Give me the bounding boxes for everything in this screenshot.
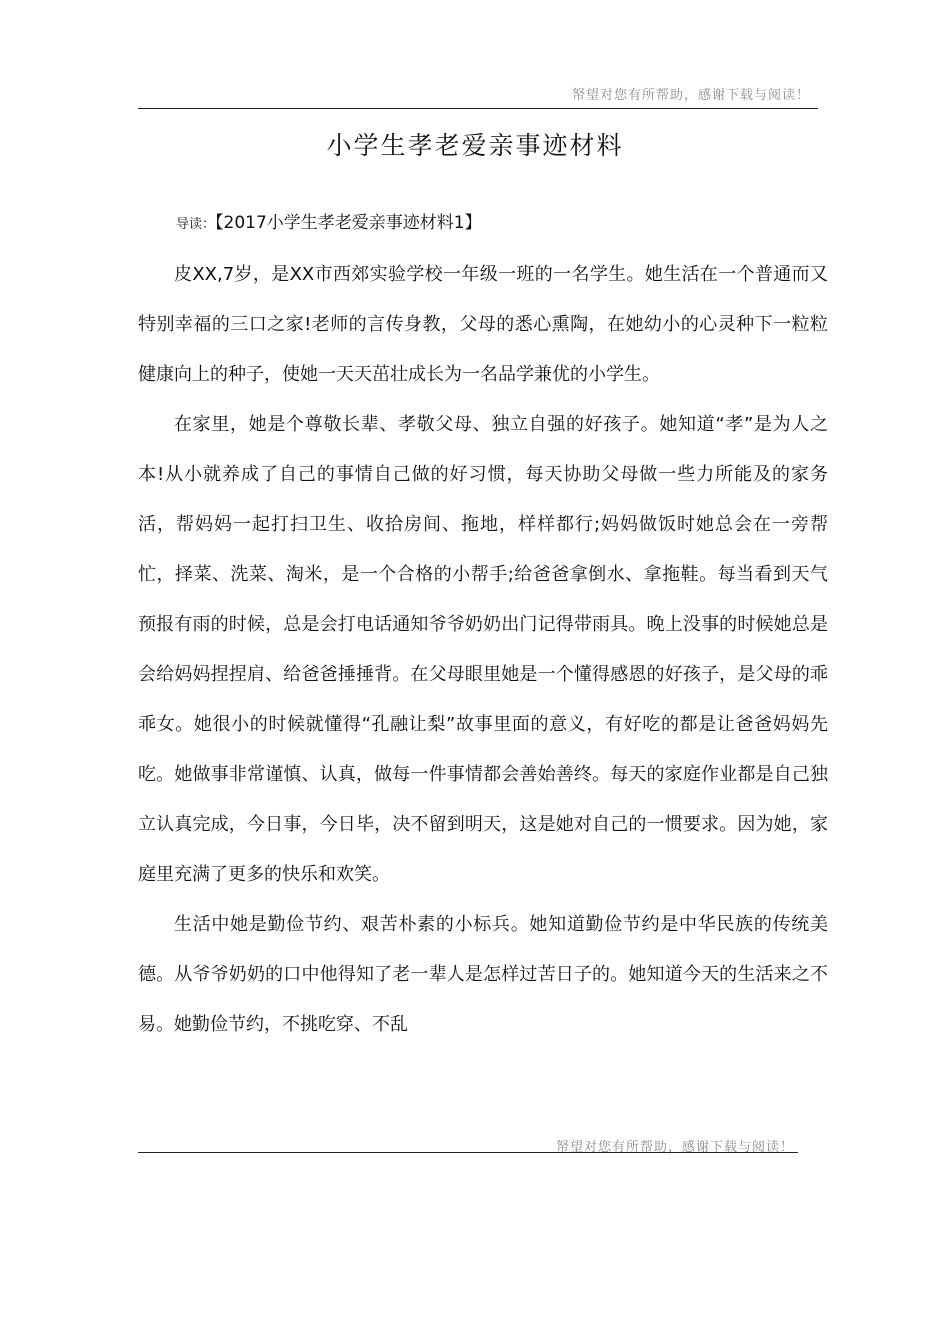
paragraph-1: 皮XX,7岁，是XX市西郊实验学校一年级一班的一名学生。她生活在一个普通而又特别幸福的三口之家!老师的言传身教，父母的悉心熏陶，在她幼小的心灵种下一粒粒健康向上的种子，使她一天天茁壮成长为一名品学兼优的小学生。 [138, 264, 828, 385]
footer-note: 帑望对您有所帮助，感谢下载与阅读！ [555, 1140, 794, 1155]
document-title: 小学生孝老爱亲事迹材料 [326, 131, 624, 160]
header-note: 帑望对您有所帮助，感谢下载与阅读！ [571, 88, 810, 103]
paragraph-2: 在家里，她是个尊敬长辈、孝敬父母、独立自强的好孩子。她知道“孝”是为人之本!从小就养成了自己的事情自己做的好习惯，每天协助父母做一些力所能及的家务活，帮妈妈一起打扫卫生、收拾房间、拖地，样样都行;妈妈做饭时她总会在一旁帮忙，择菜、洗菜、淘米，是一个合格的小帮手;给爸爸拿倒水、拿拖鞋。每当看到天气预报有雨的时候，总是会打电话通知爷爷奶奶出门记得带雨具。晚上没事的时候她总是会给妈妈捏捏肩、给爸爸捶捶背。在父母眼里她是一个懂得感恩的好孩子，是父母的乖乖女。她很小的时候就懂得“孔融让梨”故事里面的意义，有好吃的都是让爸爸妈妈先吃。她做事非常谨慎、认真，做每一件事情都会善始善终。每天的家庭作业都是自己独立认真完成，今日事，今日毕，决不留到明天，这是她对自己的一惯要求。因为她，家庭里充满了更多的快乐和欢笑。 [138, 414, 828, 885]
paragraph-3: 生活中她是勤俭节约、艰苦朴素的小标兵。她知道勤俭节约是中华民族的传统美德。从爷爷奶奶的口中他得知了老一辈人是怎样过苦日子的。她知道今天的生活来之不易。她勤俭节约，不挑吃穿、不乱 [138, 914, 828, 1035]
footer-divider [138, 1152, 798, 1153]
header-divider [138, 108, 818, 109]
lead-label: 导读： [176, 217, 216, 232]
document-body [138, 250, 828, 1050]
lead-text: 【2017小学生孝老爱亲事迹材料1】 [215, 213, 482, 233]
lead-line [176, 208, 482, 233]
